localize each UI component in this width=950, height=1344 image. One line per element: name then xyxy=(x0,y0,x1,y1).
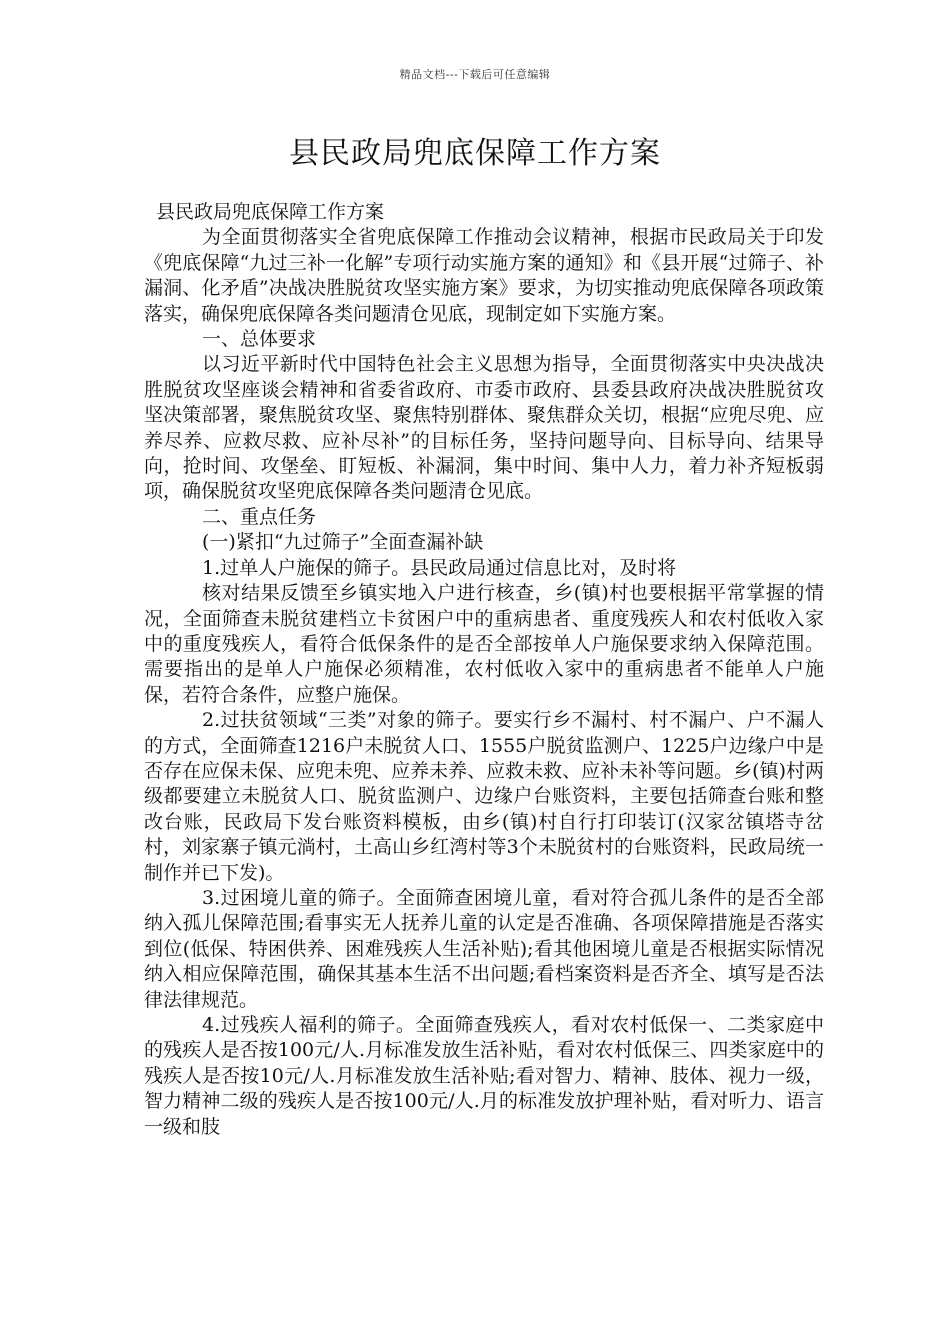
paragraph-item-2: 2.过扶贫领域“三类”对象的筛子。要实行乡不漏村、村不漏户、户不漏人的方式，全面筛查1216户未脱贫人口、1555户脱贫监测户、1225户边缘户中是否存在应保未保、应兜未兜、应养未养、应救未救、应补未补等问题。乡(镇)村两级都要建立未脱贫人口、脱贫监测户、边缘户台账资料，主要包括筛查台账和整改台账，民政局下发台账资料模板，由乡(镇)村自行打印装订(汉家岔镇塔寺岔村，刘家寨子镇元淌村，土高山乡红湾村等3个未脱贫村的台账资料，民政局统一制作并已下发)。 xyxy=(144,709,824,884)
document-title: 县民政局兜底保障工作方案 xyxy=(289,136,661,171)
paragraph-intro: 为全面贯彻落实全省兜底保障工作推动会议精神，根据市民政局关于印发《兜底保障“九过三补一化解”专项行动实施方案的通知》和《县开展“过筛子、补漏洞、化矛盾”决战决胜脱贫攻坚实施方案》要求，为切实推动兜底保障各项政策落实，确保兜底保障各类问题清仓见底，现制定如下实施方案。 xyxy=(144,226,824,325)
document-body xyxy=(144,200,824,1140)
paragraph-item-1-lead: 1.过单人户施保的筛子。县民政局通过信息比对，及时将 xyxy=(202,556,677,579)
section-heading-key-tasks: 二、重点任务 xyxy=(202,505,317,528)
document-subtitle: 县民政局兜底保障工作方案 xyxy=(156,201,385,223)
paragraph-item-3: 3.过困境儿童的筛子。全面筛查困境儿童，看对符合孤儿条件的是否全部纳入孤儿保障范围;看事实无人抚养儿童的认定是否准确、各项保障措施是否落实到位(低保、特困供养、困难残疾人生活补贴);看其他困境儿童是否根据实际情况纳入相应保障范围，确保其基本生活不出问题;看档案资料是否齐全、填写是否法律法律规范。 xyxy=(144,886,824,1011)
paragraph-general-requirements: 以习近平新时代中国特色社会主义思想为指导，全面贯彻落实中央决战决胜脱贫攻坚座谈会精神和省委省政府、市委市政府、县委县政府决战决胜脱贫攻坚决策部署，聚焦脱贫攻坚、聚焦特别群体、聚焦群众关切，根据“应兜尽兜、应养尽养、应救尽救、应补尽补”的目标任务，坚持问题导向、目标导向、结果导向，抢时间、攻堡垒、盯短板、补漏洞，集中时间、集中人力，着力补齐短板弱项，确保脱贫攻坚兜底保障各类问题清仓见底。 xyxy=(144,353,824,503)
subsection-heading-nine-filters: (一)紧扣“九过筛子”全面查漏补缺 xyxy=(202,531,484,554)
paragraph-item-4: 4.过残疾人福利的筛子。全面筛查残疾人，看对农村低保一、二类家庭中的残疾人是否按100元/人.月标准发放生活补贴，看对农村低保三、四类家庭中的残疾人是否按10元/人.月标准发放生活补贴;看对智力、精神、肢体、视力一级，智力精神二级的残疾人是否按100元/人.月的标准发放护理补贴，看对听力、语言一级和肢 xyxy=(144,1014,824,1138)
paragraph-item-1-body: 核对结果反馈至乡镇实地入户进行核查，乡(镇)村也要根据平常掌握的情况，全面筛查未脱贫建档立卡贫困户中的重病患者、重度残疾人和农村低收入家中的重度残疾人，看符合低保条件的是否全部按单人户施保要求纳入保障范围。需要指出的是单人户施保必须精准，农村低收入家中的重病患者不能单人户施保，若符合条件，应整户施保。 xyxy=(144,582,824,706)
section-heading-general: 一、总体要求 xyxy=(202,328,317,351)
header-note: 精品文档---下载后可任意编辑 xyxy=(399,68,551,81)
